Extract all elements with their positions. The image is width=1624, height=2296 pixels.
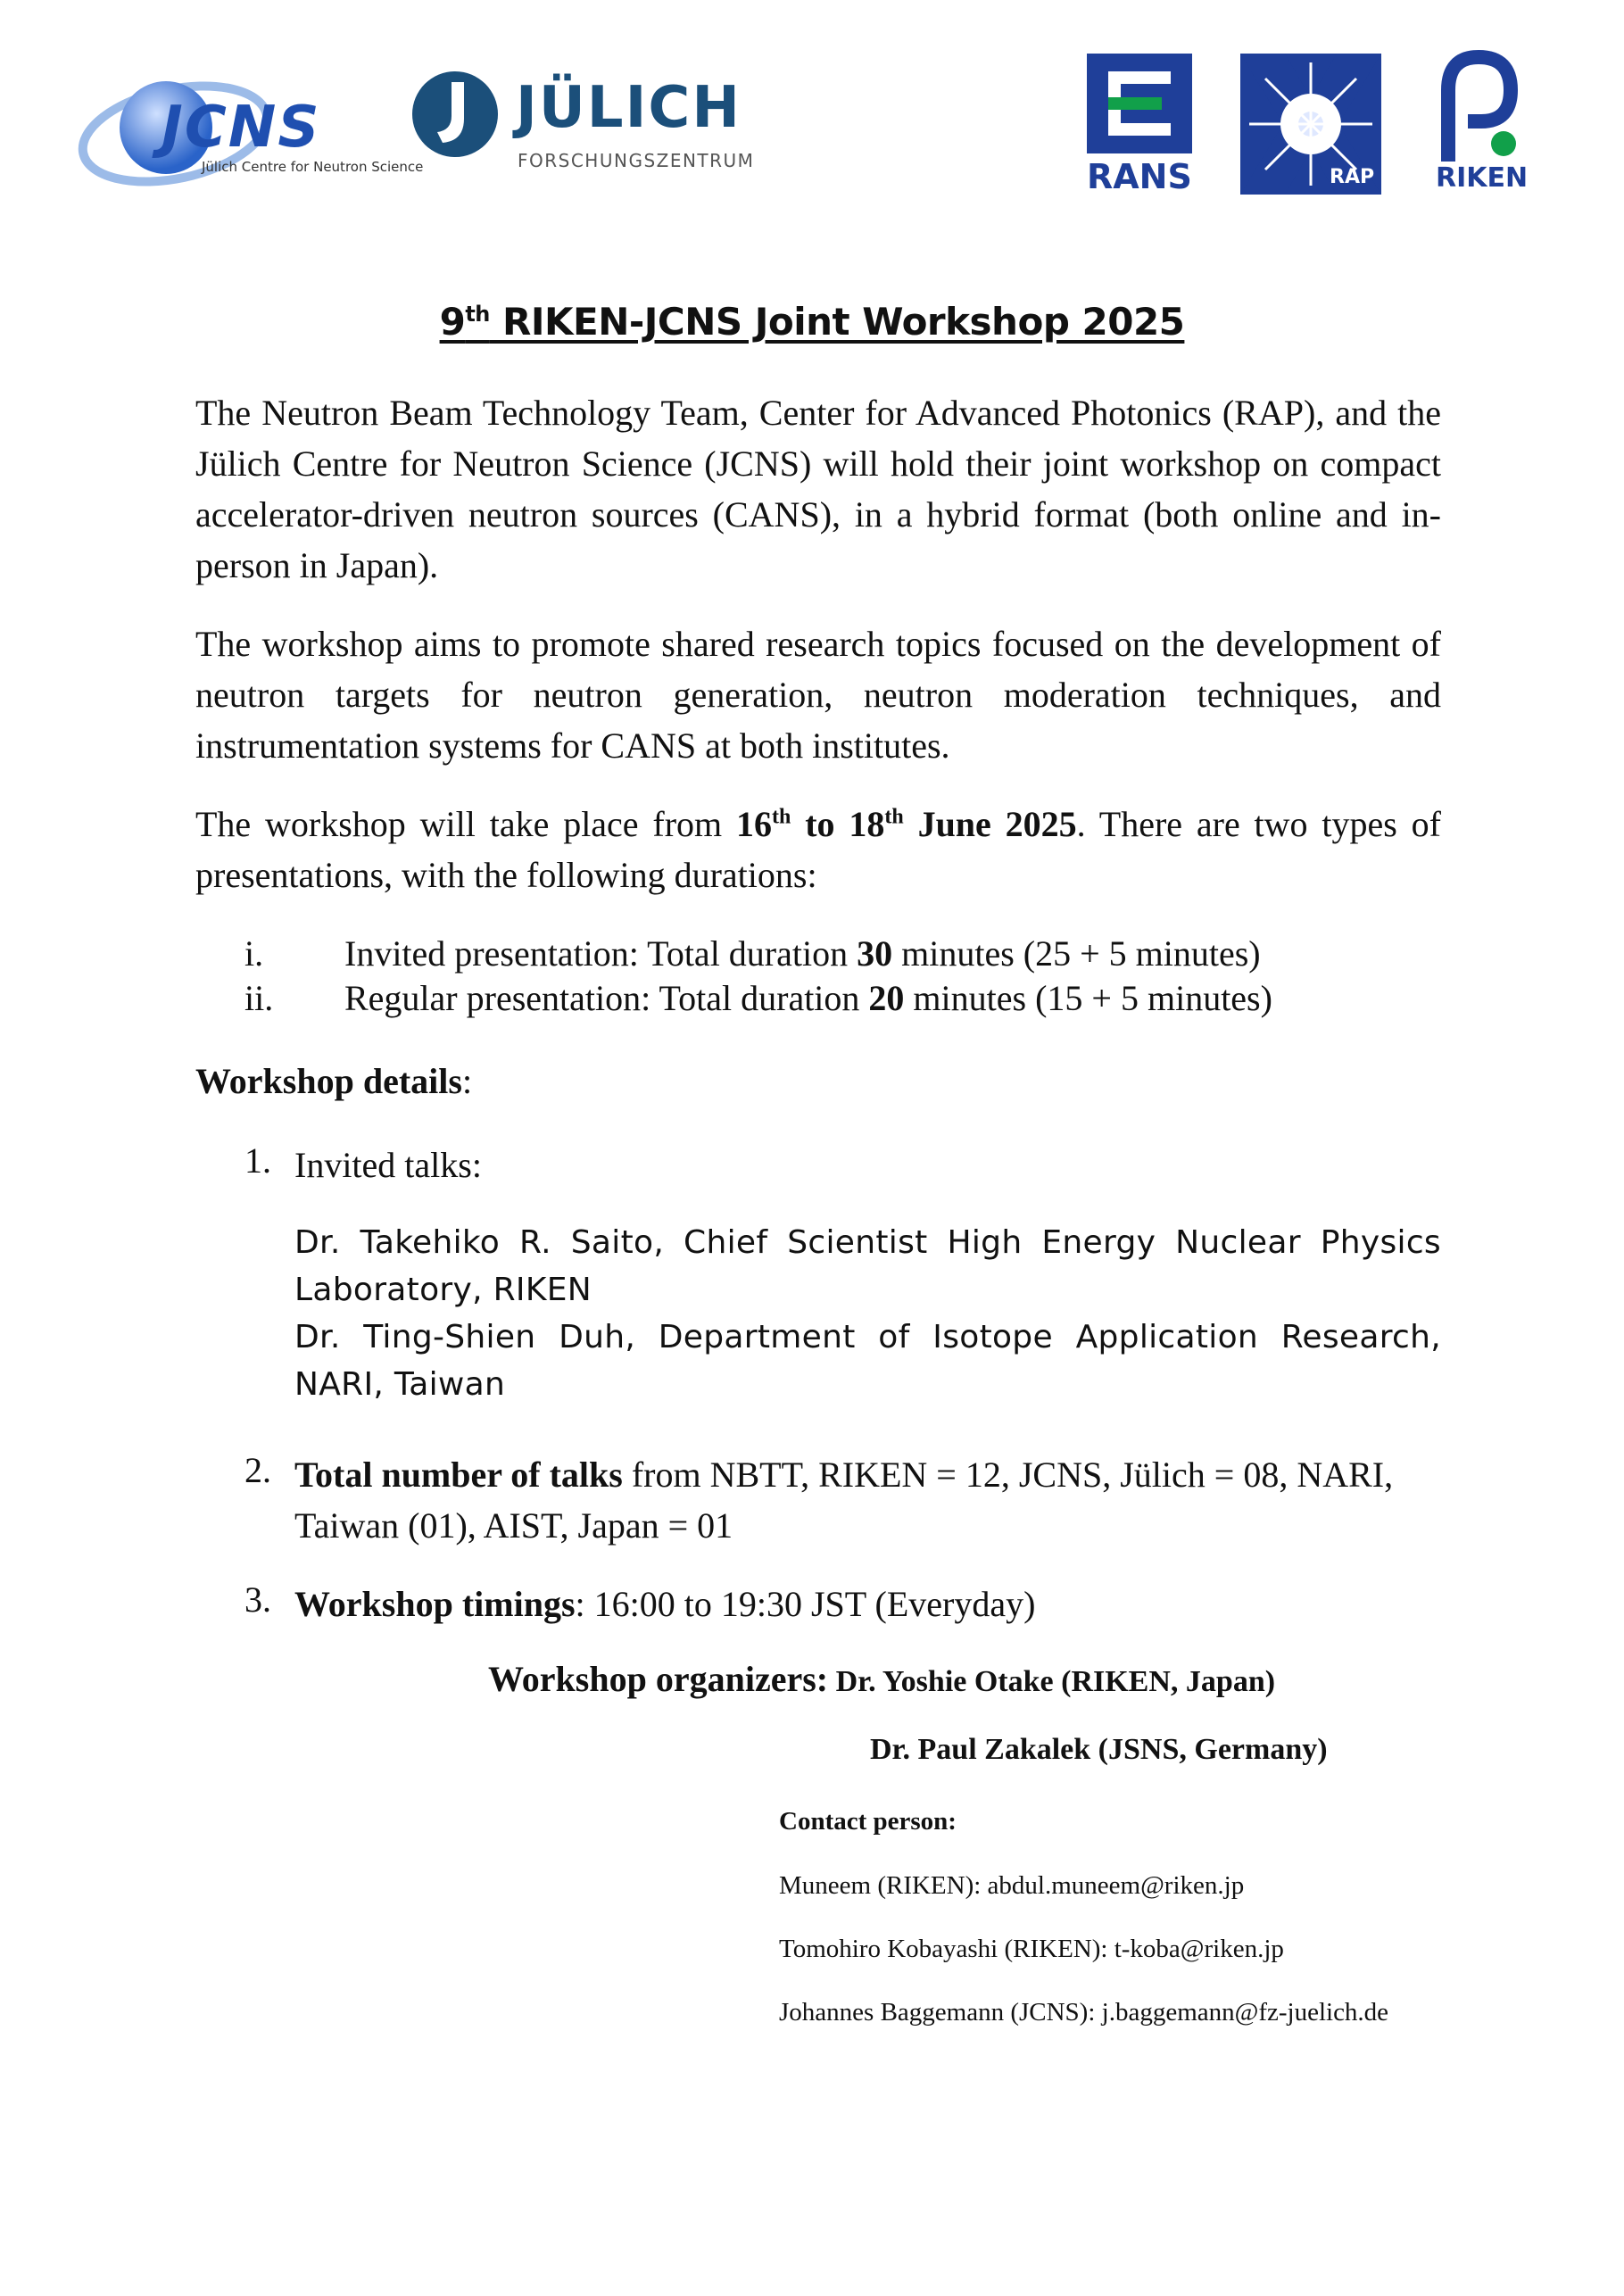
talk-count: Total number of talks from NBTT, RIKEN = 12, JCNS, Jülich = 08, NARI, Taiwan (01), AIST, Japan = 01	[294, 1455, 1394, 1546]
schedule-paragraph: The workshop will take place from 16th to 18th June 2025. There are two types of presentations, with the following durations:	[195, 804, 1442, 895]
jcns-caption: Jülich Centre for Neutron Science	[202, 159, 424, 175]
rap-label: RAP	[1330, 166, 1375, 188]
rans-emblem-icon	[1087, 54, 1192, 153]
invited-talks-label: Invited talks:	[294, 1145, 482, 1185]
intro-paragraph: The Neutron Beam Technology Team, Center for Advanced Photonics (RAP), and the Jülich Centre for Neutron Science (JCNS) will hold their joint workshop on compact accelerator-driven neutron sources (CANS), in a hybrid format (both online and in-person in Japan).	[195, 393, 1441, 585]
contact-3: Johannes Baggemann (JCNS): j.baggemann@fz-juelich.de	[779, 1998, 1389, 2027]
organizer-2: Dr. Paul Zakalek (JSNS, Germany)	[870, 1733, 1328, 1766]
rap-logo	[1240, 54, 1383, 195]
riken-label: RIKEN	[1436, 162, 1529, 194]
speaker-1: Dr. Takehiko R. Saito, Chief Scientist High Energy Nuclear Physics Laboratory, RIKEN	[294, 1224, 1441, 1308]
rans-label: RANS	[1087, 157, 1192, 196]
aims-paragraph: The workshop aims to promote shared research topics focused on the development of neutron targets for neutron generation, neutron moderation techniques, and instrumentation systems for CANS at both institutes.	[195, 624, 1441, 766]
contact-label: Contact person:	[779, 1807, 957, 1836]
organizers-line: Workshop organizers: Dr. Yoshie Otake (RIKEN, Japan)	[488, 1659, 1276, 1699]
jcns-logo	[77, 70, 424, 195]
riken-logo	[1432, 50, 1530, 197]
julich-name: JÜLICH	[516, 75, 742, 141]
julich-caption: FORSCHUNGSZENTRUM	[518, 150, 755, 171]
item-number: 1.	[244, 1140, 271, 1181]
julich-emblem-icon	[410, 70, 500, 159]
jcns-mark: JCNS	[162, 95, 321, 161]
page-title: 9th RIKEN-JCNS Joint Workshop 2025	[439, 300, 1185, 344]
details-heading: Workshop details:	[195, 1061, 473, 1101]
item-number: 3.	[244, 1579, 271, 1620]
rans-logo	[1087, 54, 1198, 196]
speaker-2: Dr. Ting-Shien Duh, Department of Isotope Application Research, NARI, Taiwan	[294, 1319, 1441, 1403]
contact-2: Tomohiro Kobayashi (RIKEN): t-koba@riken.jp	[779, 1935, 1284, 1963]
contact-1: Muneem (RIKEN): abdul.muneem@riken.jp	[779, 1871, 1245, 1900]
workshop-timings: Workshop timings: 16:00 to 19:30 JST (Everyday)	[294, 1584, 1036, 1624]
julich-logo	[410, 70, 755, 177]
riken-emblem-icon	[1432, 50, 1521, 166]
item-number: 2.	[244, 1450, 271, 1490]
